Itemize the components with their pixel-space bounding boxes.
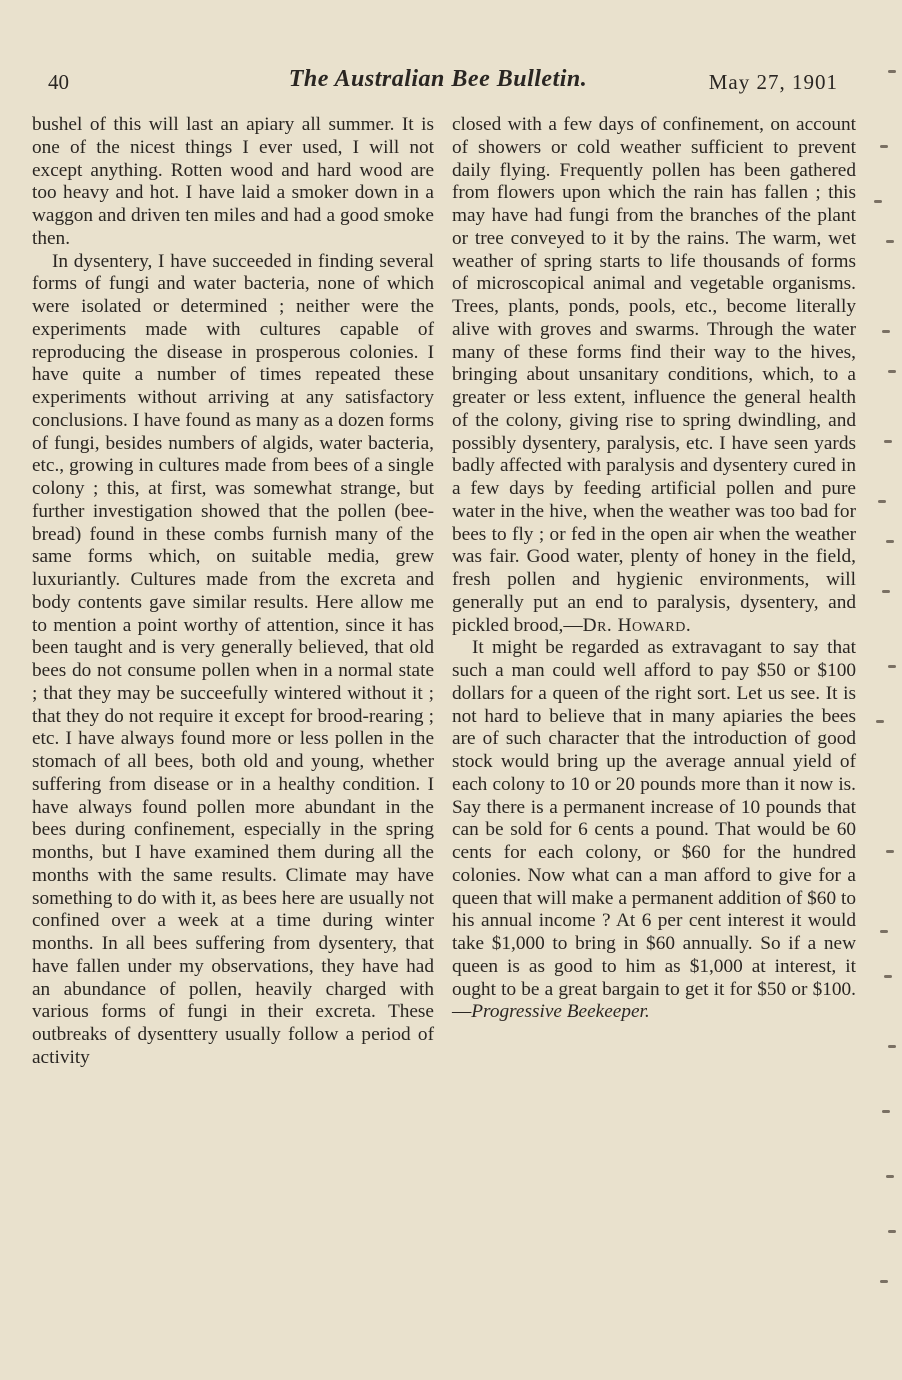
issue-date: May 27, 1901 — [708, 70, 838, 94]
edge-mark — [888, 70, 896, 73]
binding-edge-marks — [862, 50, 902, 1350]
edge-mark — [886, 540, 894, 543]
right-column — [452, 114, 856, 1024]
edge-mark — [880, 145, 888, 148]
edge-mark — [886, 850, 894, 853]
edge-mark — [888, 370, 896, 373]
edge-mark — [878, 500, 886, 503]
edge-mark — [886, 1175, 894, 1178]
edge-mark — [880, 1280, 888, 1283]
edge-mark — [884, 440, 892, 443]
edge-mark — [882, 330, 890, 333]
left-paragraph-2: In dysentery, I have succeeded in finding several forms of fungi and water bacteria, none of which were isolated or determined ; neither were the experiments made with cultures capable of reproducing the disease in prosperous colonies. I have quite a number of times repeated these experiments without arriving at any satisfactory conclusions. I have found as many as a dozen forms of fungi, besides numbers of algids, water bacteria, etc., growing in cultures made from bees of a single colony ; this, at first, was somewhat strange, but further investigation showed that the pollen (bee-bread) found in these combs furnish many of the same forms which, on suitable media, grew luxuriantly. Cultures made from the excreta and body contents gave similar results. Here allow me to mention a point worthy of attention, since it has been taught and is very generally believed, that old bees do not consume pollen when in a normal state ; that they may be succeefully wintered without it ; that they do not require it except for brood-rearing ; etc. I have always found more or less pollen in the stomach of all bees, both old and young, whether suffering from disease or in a healthy condition. I have always found pollen more abundant in the bees during confinement, especially in the spring months, but I have examined them during all the months with the same results. Climate may have something to do with it, as bees here are usually not confined over a week at a time during winter months. In all bees suffering from dysentery, that have fallen under my observations, they have had an abundance of pollen, heavily charged with various forms of fungi in their excreta. These outbreaks of dysenttery usually follow a period of activity — [32, 250, 434, 1068]
edge-mark — [882, 1110, 890, 1113]
edge-mark — [882, 590, 890, 593]
journal-title: The Australian Bee Bulletin. — [288, 66, 588, 92]
edge-mark — [888, 665, 896, 668]
edge-mark — [888, 1045, 896, 1048]
right-paragraph-2-text: It might be regarded as extravagant to say that such a man could well afford to pay $50 or $100 dollars for a queen of the right sort. Let us see. It is not hard to believe that in many apiaries the bees are of such character that the introduction of good stock would bring up the average annual yield of each colony to 10 or 20 pounds more than it now is. Say there is a permanent increase of 10 pounds that can be sold for 6 cents a pound. That would be 60 cents for each colony, or $60 for the hundred colonies. Now what can a man afford to give for a queen that will make a permanent addition of $60 to his annual income ? At 6 per cent interest it would take $1,000 to bring in $60 annually. So if a new queen is as good to him as $1,000 at interest, it ought to be a great bargain to get it for $50 or $100.— — [452, 637, 856, 1023]
page-header — [48, 62, 838, 102]
author-attribution: Dr. Howard. — [582, 614, 692, 636]
right-paragraph-2 — [452, 637, 856, 1024]
edge-mark — [884, 975, 892, 978]
left-column — [32, 114, 434, 1070]
page-number: 40 — [48, 70, 69, 94]
source-citation: Progressive Beekeeper. — [471, 1001, 650, 1023]
right-paragraph-1 — [452, 114, 856, 637]
left-paragraph-1: bushel of this will last an apiary all summer. It is one of the nicest things I ever used, I will not except anything. Rotten wood and hard wood are too heavy and hot. I have laid a smoker down in a waggon and driven ten miles and had a good smoke then. — [32, 114, 434, 249]
right-paragraph-1-text: closed with a few days of confinement, on account of showers or cold weather sufficient to prevent daily flying. Frequently pollen has been gathered from flowers upon which the rain has fallen ; this may have had fungi from the branches of the plant or tree conveyed to it by the rains. The warm, wet weather of spring starts to life thousands of forms of microscopical animal and vegetable organisms. Trees, plants, ponds, pools, etc., become literally alive with groves and swarms. Through the water many of these forms find their way to the hives, bringing about unsanitary conditions, which, to a greater or less extent, influence the general health of the colony, giving rise to spring dwindling, and possibly dysentery, paralysis, etc. I have seen yards badly affected with paralysis and dysentery cured in a few days by feeding artificial pollen and pure water in the hive, when the weather was too bad for bees to fly ; or fed in the open air when the weather was fair. Good water, plenty of honey in the field, fresh pollen and hygienic environments, will generally put an end to paralysis, dysentery, and pickled brood,— — [452, 114, 856, 636]
edge-mark — [874, 200, 882, 203]
edge-mark — [880, 930, 888, 933]
edge-mark — [876, 720, 884, 723]
edge-mark — [886, 240, 894, 243]
edge-mark — [888, 1230, 896, 1233]
